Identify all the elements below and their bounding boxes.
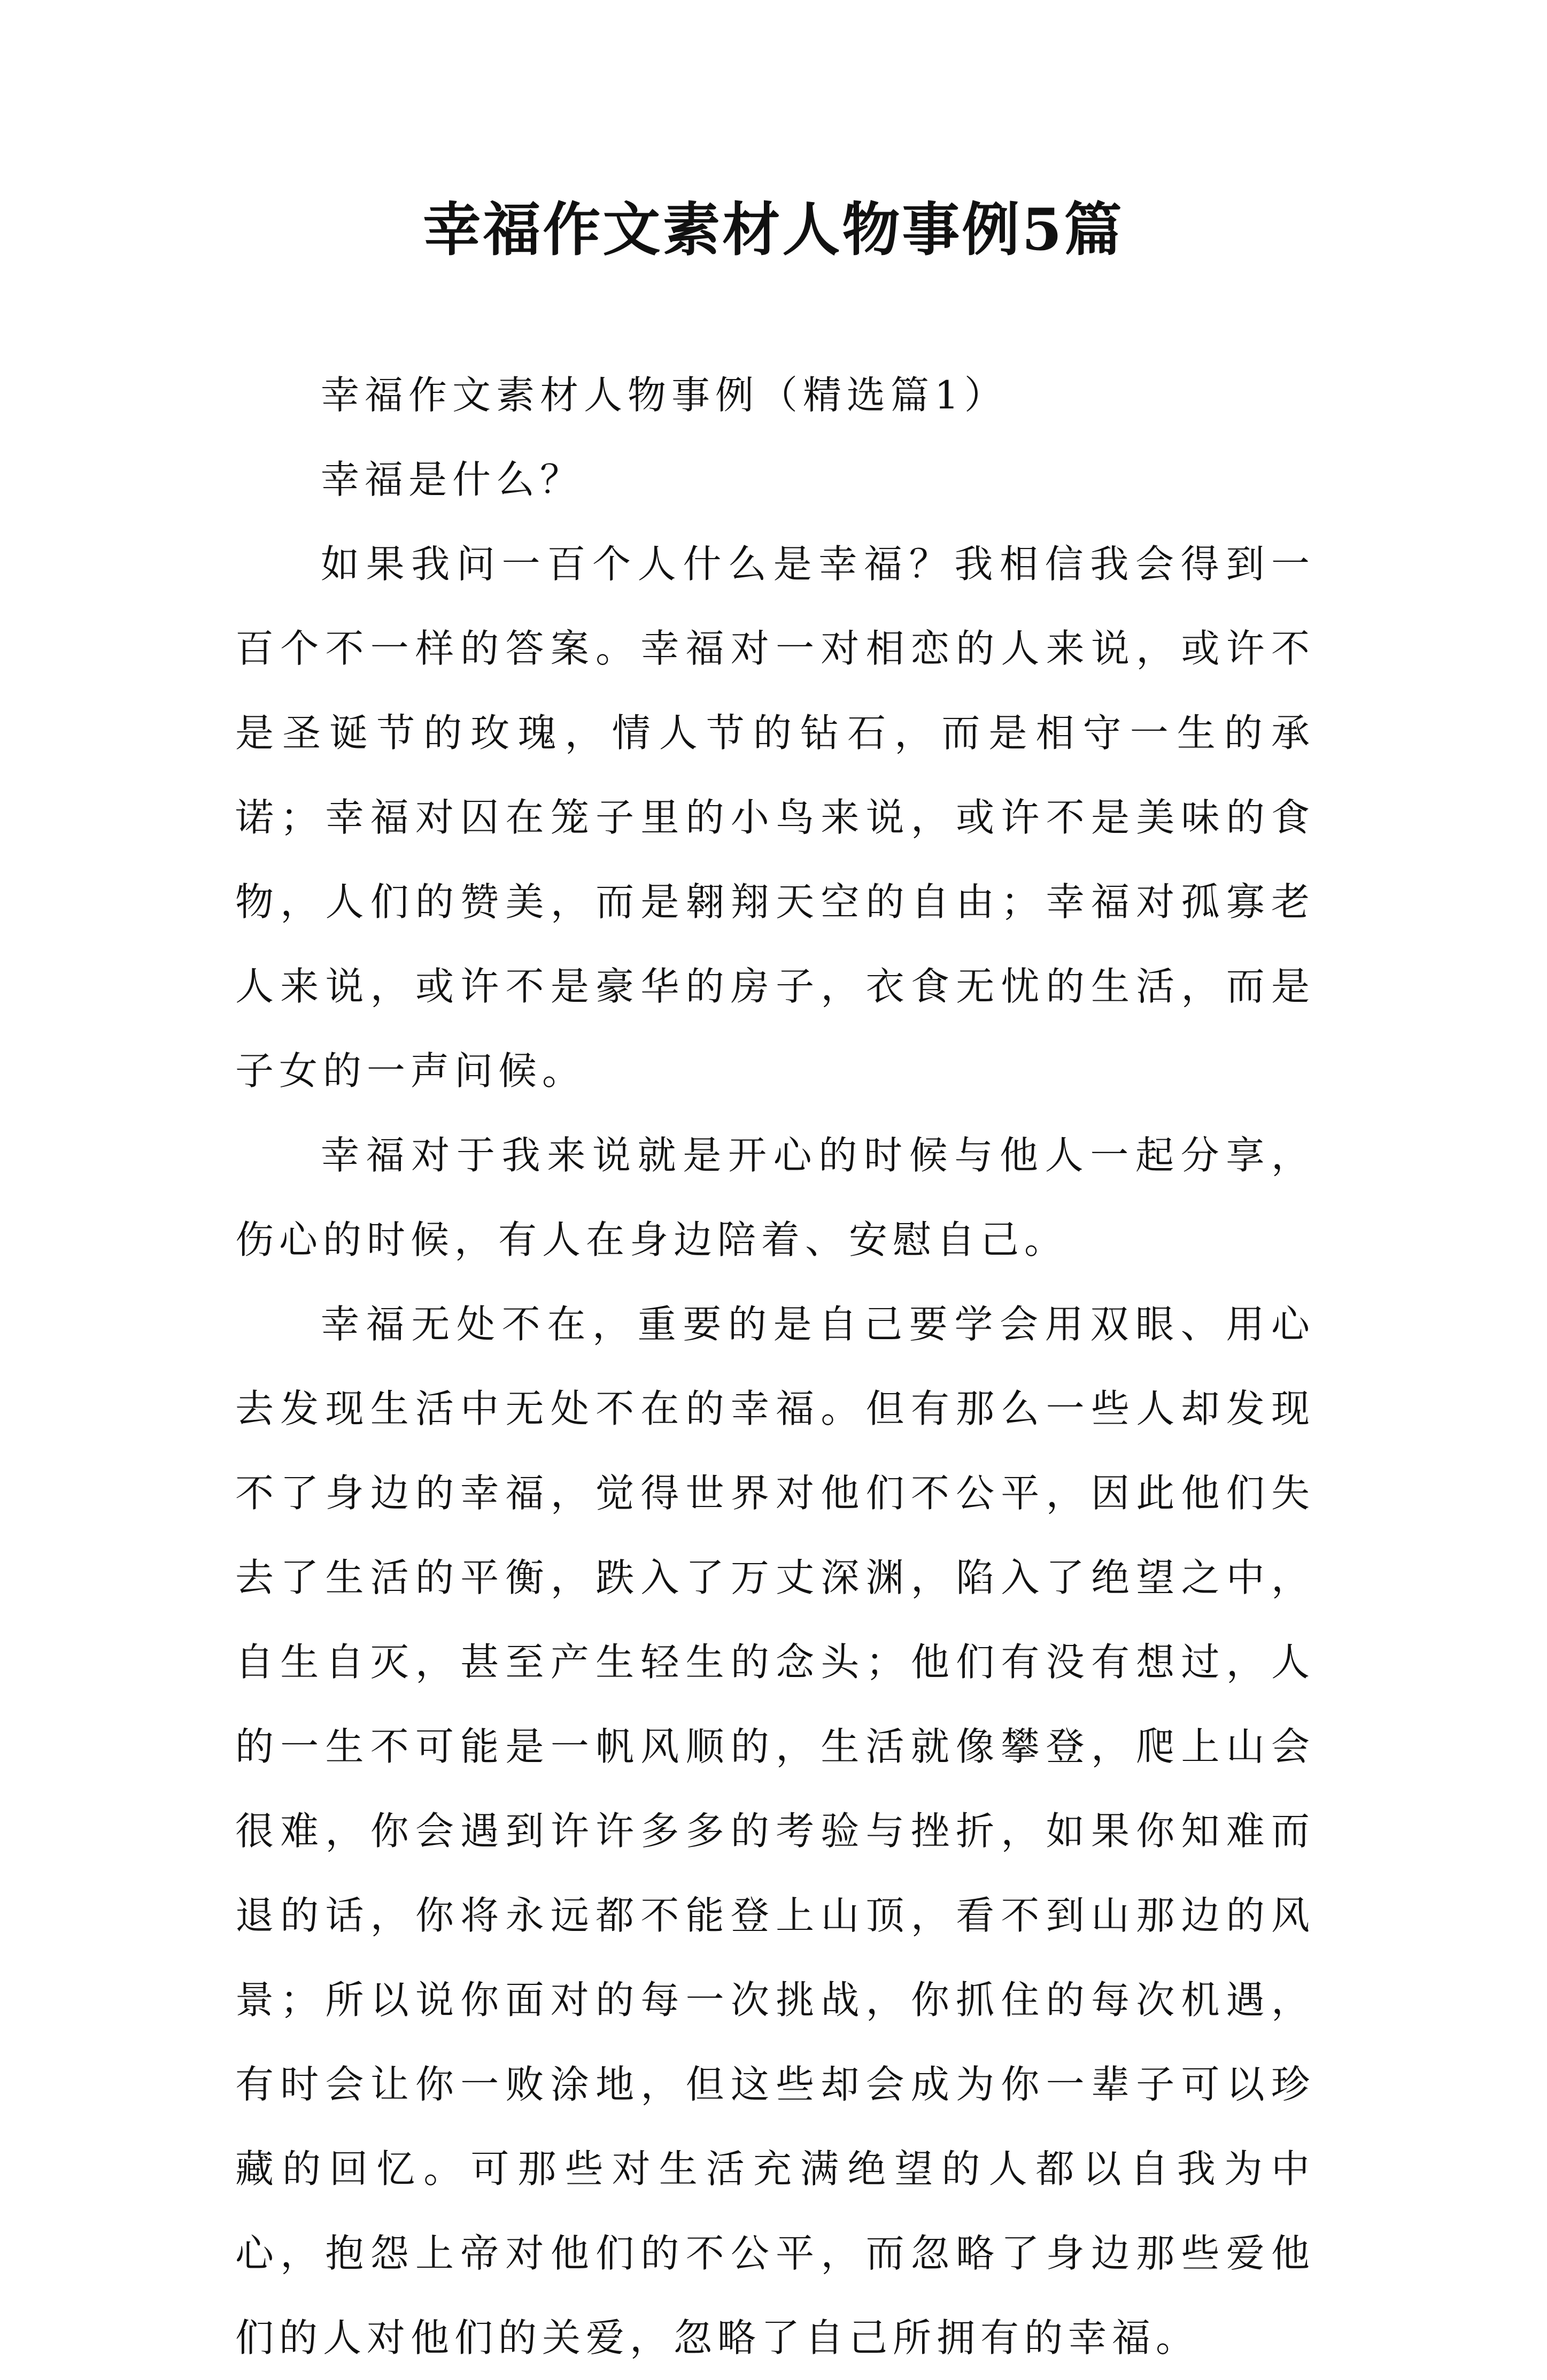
- question-line: 幸福是什么？: [321, 457, 584, 502]
- document-body: [235, 353, 1315, 2380]
- body-paragraph: 幸福对于我来说就是开心的时候与他人一起分享，伤心的时候，有人在身边陪着、安慰自己。: [235, 1133, 1315, 1262]
- body-paragraph: 如果我问一百个人什么是幸福？我相信我会得到一百个不一样的答案。幸福对一对相恋的人来说，或许不是圣诞节的玫瑰，情人节的钻石，而是相守一生的承诺；幸福对囚在笼子里的小鸟来说，或许不是美味的食物，人们的赞美，而是翱翔天空的自由；幸福对孤寡老人来说，或许不是豪华的房子，衣食无忧的生活，而是子女的一声问候。: [235, 542, 1315, 1093]
- body-paragraph: 幸福无处不在，重要的是自己要学会用双眼、用心去发现生活中无处不在的幸福。但有那么一些人却发现不了身边的幸福，觉得世界对他们不公平，因此他们失去了生活的平衡，跌入了万丈深渊，陷入了绝望之中，自生自灭，甚至产生轻生的念头；他们有没有想过，人的一生不可能是一帆风顺的，生活就像攀登，爬上山会很难，你会遇到许许多多的考验与挫折，如果你知难而退的话，你将永远都不能登上山顶，看不到山那边的风景；所以说你面对的每一次挑战，你抓住的每次机遇，有时会让你一败涂地，但这些却会成为你一辈子可以珍藏的回忆。可那些对生活充满绝望的人都以自我为中心，抱怨上帝对他们的不公平，而忽略了身边那些爱他们的人对他们的关爱，忽略了自己所拥有的幸福。: [235, 1302, 1315, 2360]
- document-title: 幸福作文素材人物事例5篇: [423, 196, 1124, 264]
- section-heading: 幸福作文素材人物事例（精选篇1）: [321, 373, 1008, 418]
